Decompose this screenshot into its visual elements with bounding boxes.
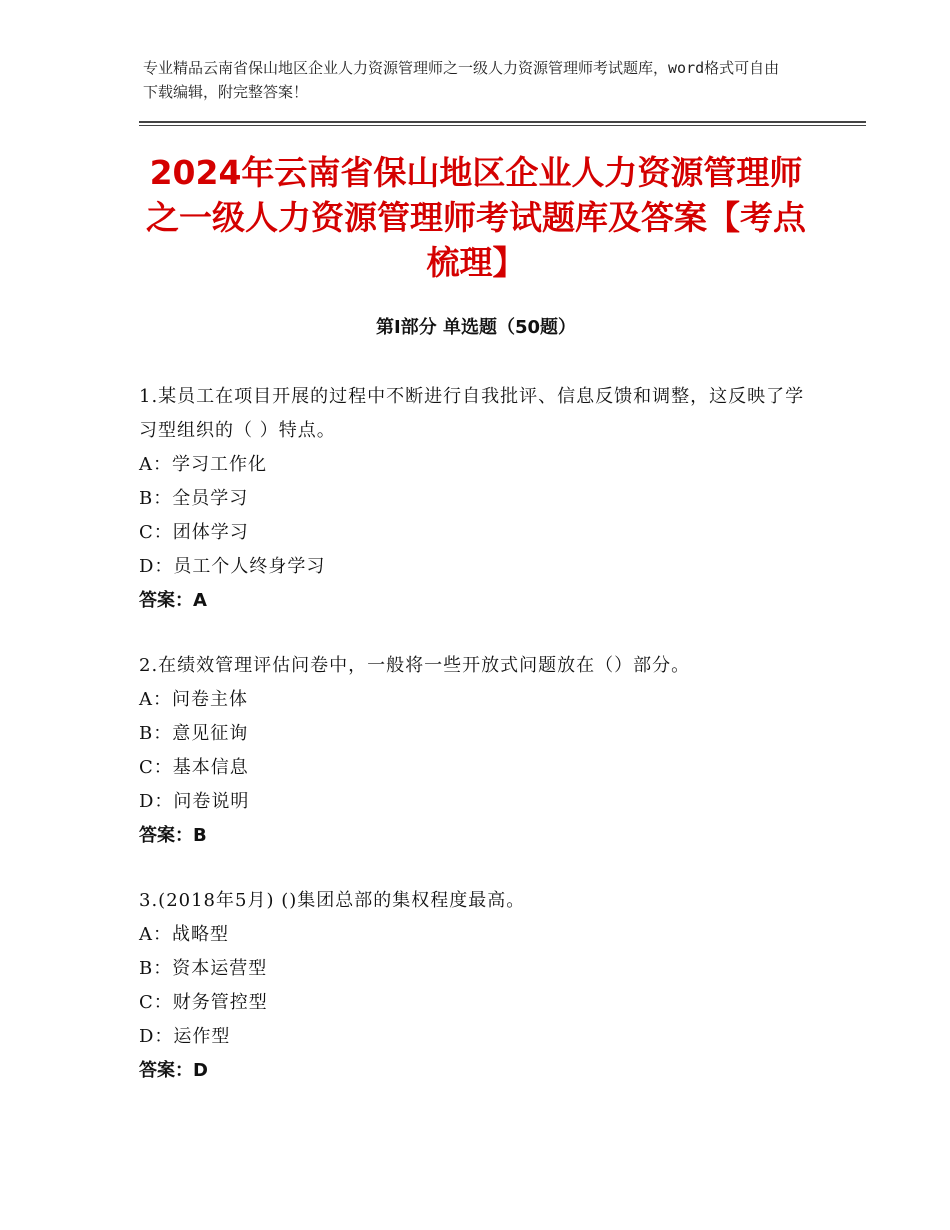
option-b: B：全员学习 bbox=[139, 488, 249, 509]
option-c: C：团体学习 bbox=[139, 522, 249, 543]
option-b: B：资本运营型 bbox=[139, 958, 268, 979]
header-rule-thin bbox=[139, 125, 866, 126]
section-heading: 第Ⅰ部分 单选题（50题） bbox=[375, 317, 576, 338]
option-d: D：运作型 bbox=[139, 1026, 231, 1047]
header-rule-thick bbox=[139, 121, 866, 123]
answer-line: 答案：B bbox=[139, 825, 207, 846]
question-stem: 2.在绩效管理评估问卷中，一般将一些开放式问题放在（）部分。 bbox=[139, 655, 691, 676]
option-d: D：员工个人终身学习 bbox=[139, 556, 326, 577]
option-d: D：问卷说明 bbox=[139, 791, 250, 812]
option-a: A：战略型 bbox=[139, 924, 229, 945]
question-2 bbox=[139, 649, 819, 853]
answer-line: 答案：D bbox=[139, 1060, 208, 1081]
option-c: C：财务管控型 bbox=[139, 992, 268, 1013]
option-a: A：问卷主体 bbox=[139, 689, 248, 710]
question-list bbox=[139, 380, 819, 1119]
question-1 bbox=[139, 380, 819, 618]
header-note: 专业精品云南省保山地区企业人力资源管理师之一级人力资源管理师考试题库，word格式可自由下载编辑，附完整答案！ bbox=[143, 59, 780, 101]
answer-line: 答案：A bbox=[139, 590, 207, 611]
option-a: A：学习工作化 bbox=[139, 454, 267, 475]
question-stem: 1.某员工在项目开展的过程中不断进行自我批评、信息反馈和调整，这反映了学习型组织的（ ）特点。 bbox=[139, 386, 805, 441]
option-c: C：基本信息 bbox=[139, 757, 249, 778]
option-b: B：意见征询 bbox=[139, 723, 249, 744]
document-title: 2024年云南省保山地区企业人力资源管理师之一级人力资源管理师考试题库及答案【考点梳理】 bbox=[146, 153, 806, 282]
question-stem: 3.(2018年5月) ()集团总部的集权程度最高。 bbox=[139, 890, 526, 911]
question-3 bbox=[139, 884, 819, 1088]
